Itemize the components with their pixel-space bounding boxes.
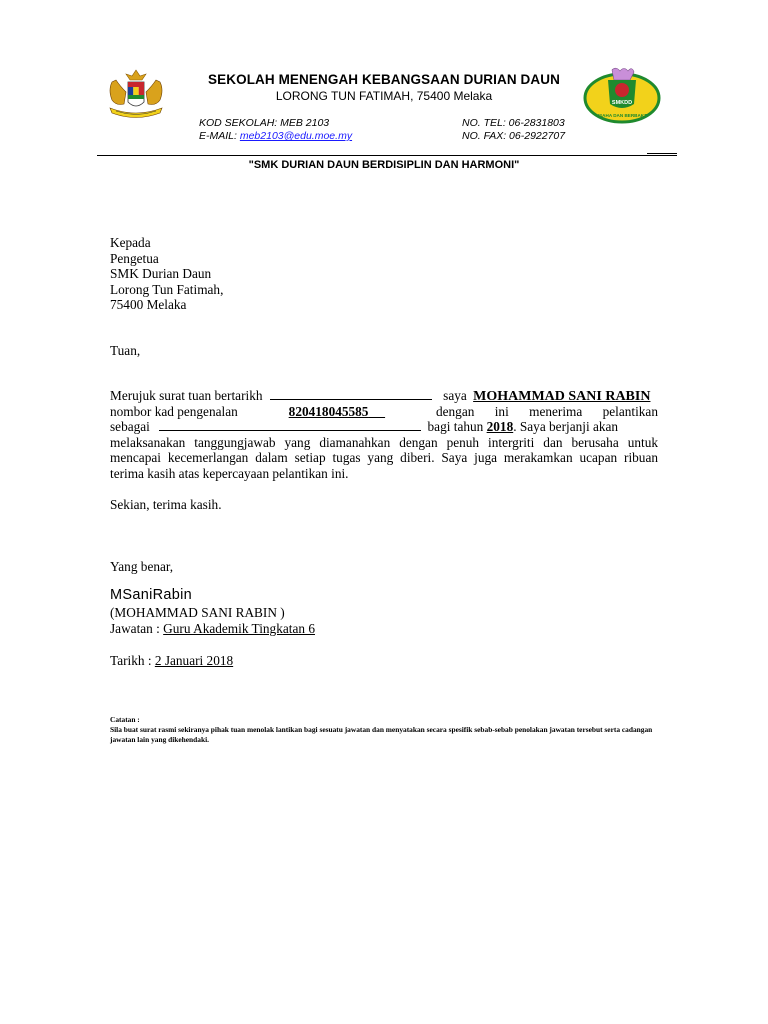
recipient-address [110,235,223,313]
body-line-4: melaksanakan tanggungjawab yang diamanahkan dengan penuh intergriti dan berusaha untuk [110,434,658,450]
email-row [199,130,352,143]
note-text: Sila buat surat rasmi sekiranya pihak tuan menolak lantikan bagi sesuatu jawatan dan menyatakan secara spesifik sebab-sebab penolakan jawatan tersebut serta cadangan jawatan lain yang dikehendaki. [110,725,653,744]
email-label: E-MAIL: [199,130,240,142]
recipient-line: SMK Durian Daun [110,266,212,281]
date-blank [270,388,432,400]
recipient-line: 75400 Melaka [110,297,187,312]
body-line-3: sebagai bagi tahun 2018. Saya berjanji akan [110,419,619,434]
fax-number: NO. FAX: 06-2922707 [462,130,566,142]
body-line-2: nombor kad pengenalan 820418045585 dengan ini menerima pelantikan [110,403,658,419]
sign-off: Yang benar, [110,559,174,574]
applicant-name: MOHAMMAD SANI RABIN [473,389,651,404]
school-logo-ribbon: USAHA DAN BERBAKTI [595,113,649,118]
note [110,715,660,745]
school-contact-left [199,117,352,143]
date-label: Tarikh : [110,653,155,668]
school-name: SEKOLAH MENENGAH KEBANGSAAN DURIAN DAUN [208,72,560,87]
position-value: Guru Akademik Tingkatan 6 [163,621,315,636]
header-divider-accent [647,153,677,154]
header-divider [97,155,677,156]
signer-name: (MOHAMMAD SANI RABIN ) [110,605,285,620]
ic-number: 820418045585 [288,403,369,419]
recipient-line: Kepada [110,235,151,250]
position-label: Jawatan : [110,621,164,636]
body-line-1: Merujuk surat tuan bertarikh saya MOHAMMAD SANI RABIN [110,388,651,404]
recipient-line: Lorong Tun Fatimah, [110,281,224,297]
body-line-6: terima kasih atas kepercayaan pelantikan ini. [110,465,349,481]
signature: MSaniRabin [110,587,192,603]
school-code: KOD SEKOLAH: MEB 2103 [199,117,330,129]
date-value: 2 Januari 2018 [154,653,234,668]
note-title: Catatan : [110,715,140,724]
closing-line: Sekian, terima kasih. [110,497,222,512]
body-line-2-end: dengan ini menerima pelantikan [435,403,658,419]
school-motto: "SMK DURIAN DAUN BERDISIPLIN DAN HARMONI" [248,159,520,171]
position-row [110,621,315,637]
school-address: LORONG TUN FATIMAH, 75400 Melaka [275,89,493,103]
letter-body [110,388,658,481]
recipient-line: Pengetua [110,250,159,266]
date-row [110,653,233,669]
school-logo-text: SMKDD [611,100,633,106]
email-link[interactable]: meb2103@edu.moe.my [239,130,353,142]
body-line-5: mencapai kecemerlangan dalam setiap tugas yang diberi. Saya juga merakamkan ucapan ribuan [110,450,658,465]
position-blank [159,419,421,431]
salutation: Tuan, [110,343,141,358]
school-contact-right [462,117,565,143]
appointment-year: 2018 [486,419,514,434]
phone-number: NO. TEL: 06-2831803 [462,117,565,129]
